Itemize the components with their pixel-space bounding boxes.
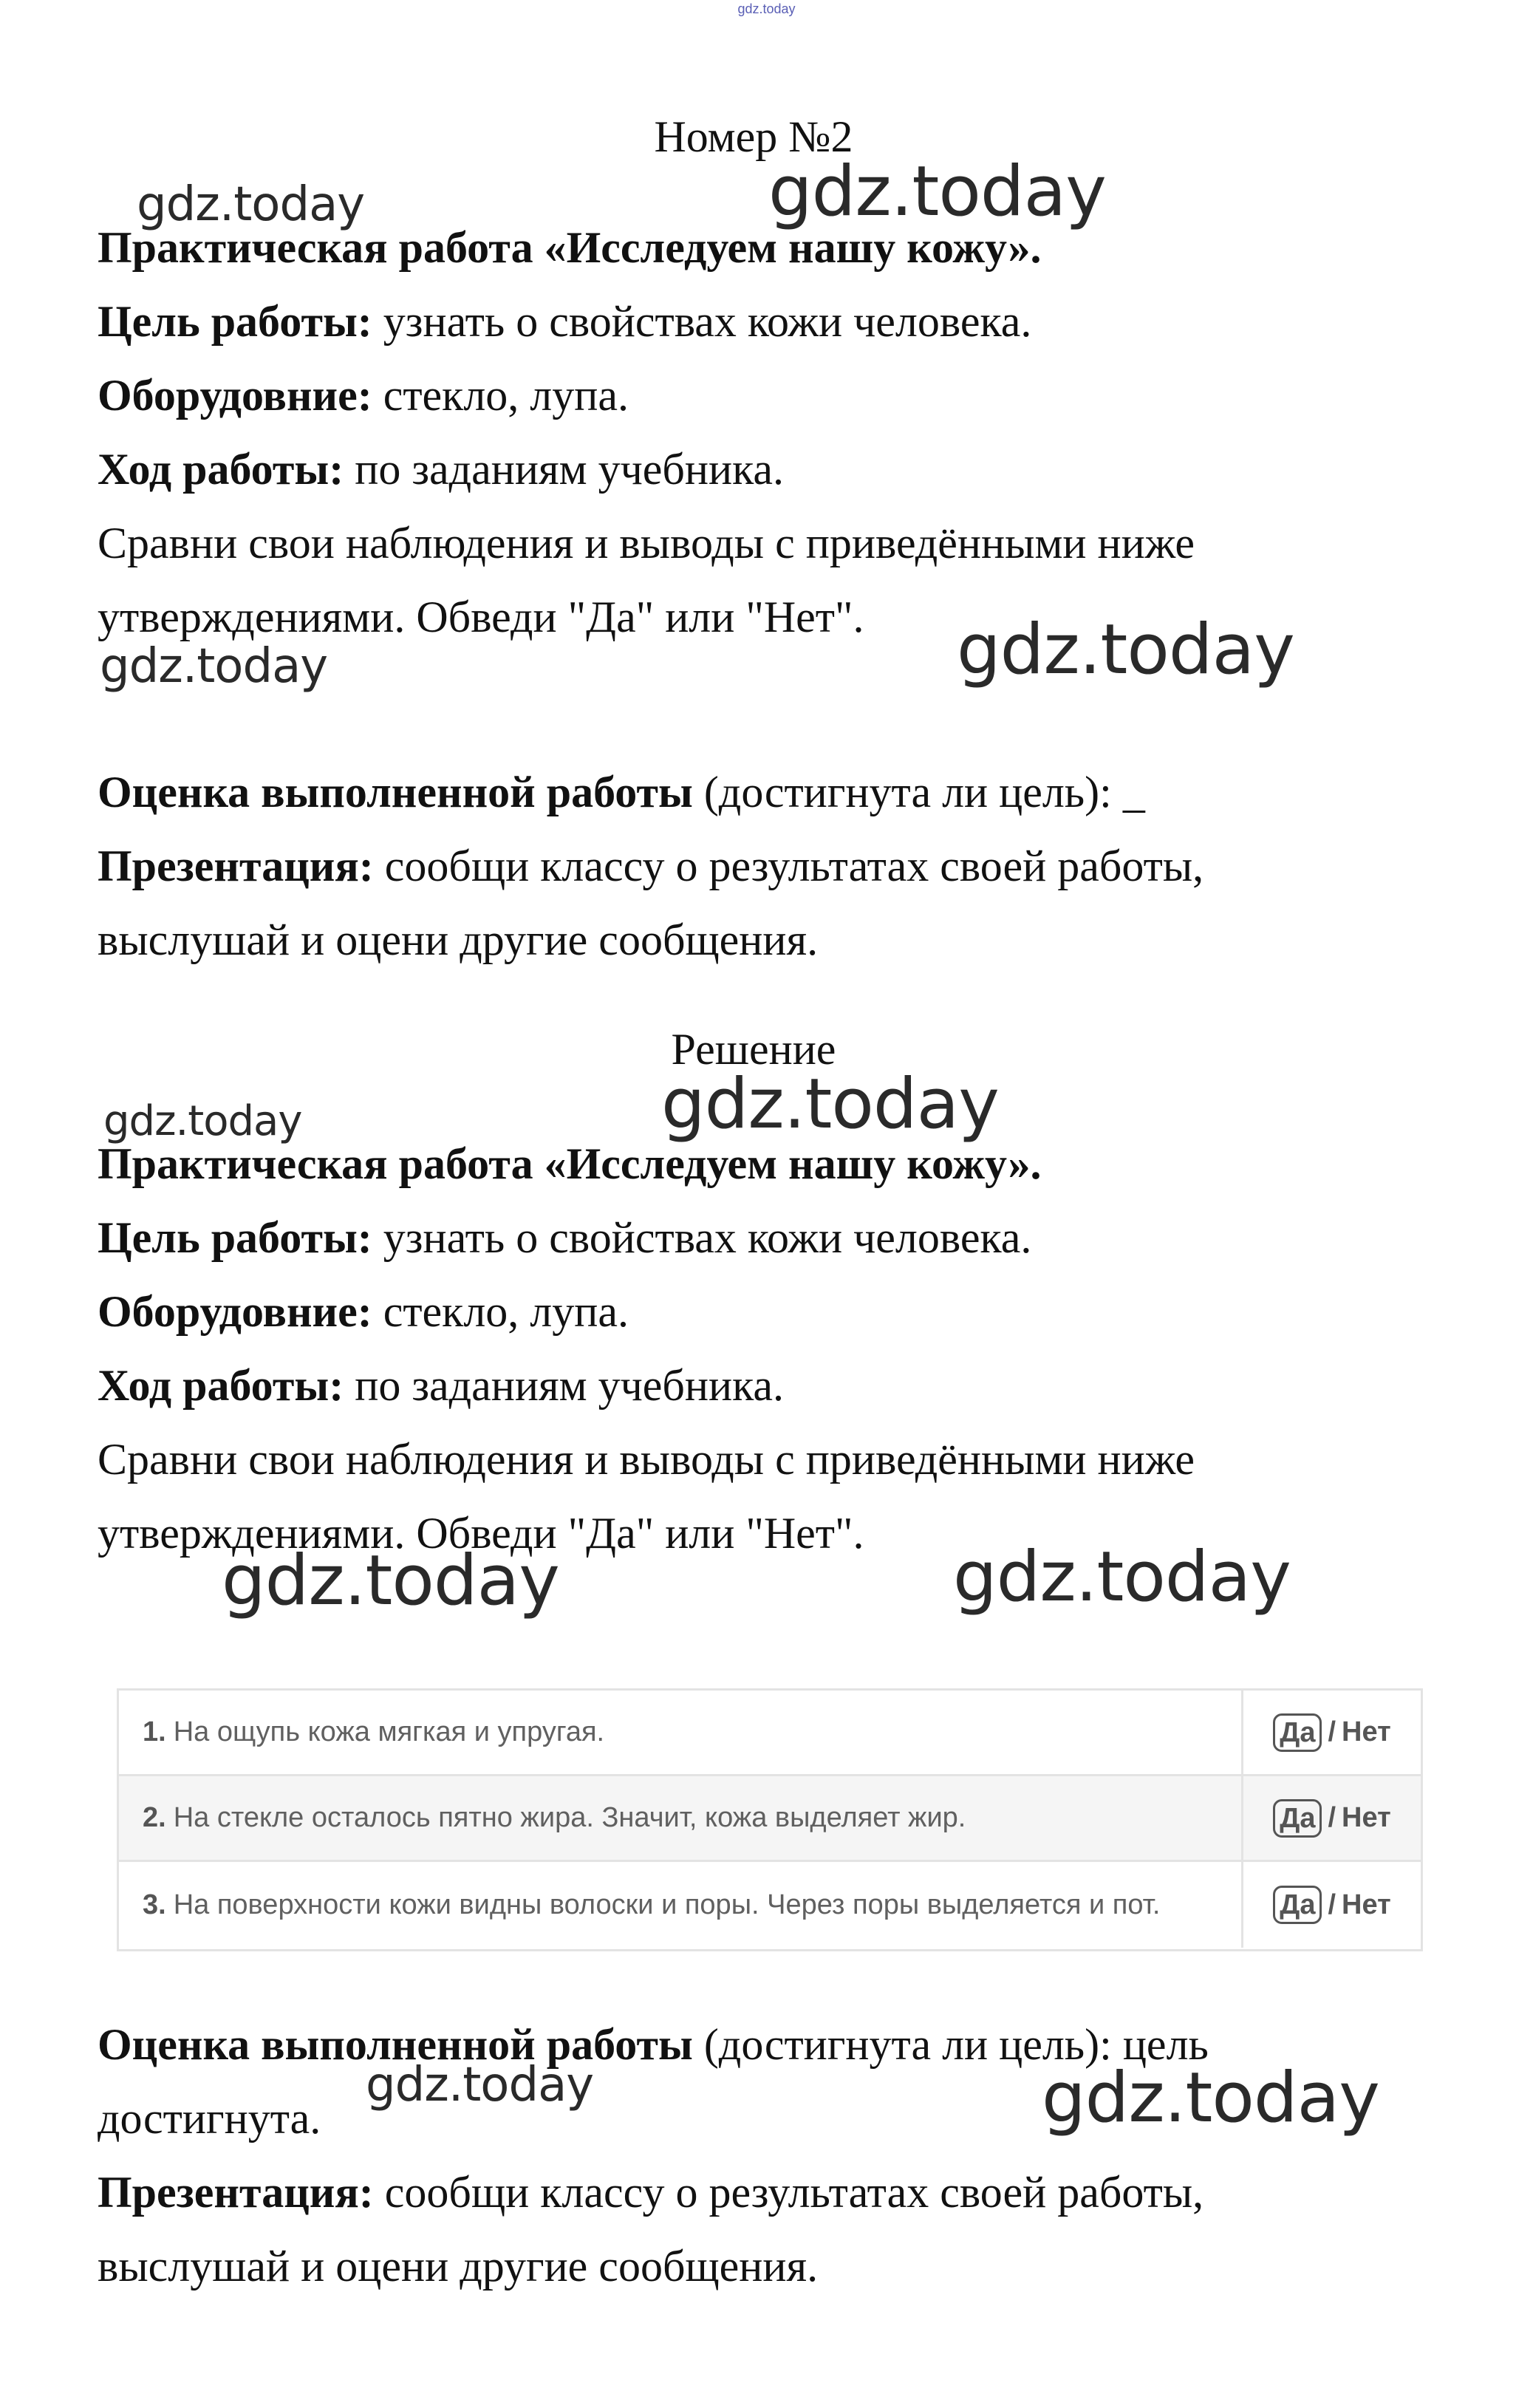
watermark: gdz.today — [1042, 2058, 1379, 2138]
task-heading: Практическая работа «Исследуем нашу кожу». — [98, 223, 1042, 272]
table-row — [119, 1776, 1421, 1862]
solution-presentation-line2: выслушай и оцени другие сообщения. — [98, 2242, 819, 2291]
solution-presentation: Презентация: сообщи классу о результатах своей работы, — [98, 2168, 1204, 2217]
yes-circled: Да — [1273, 1799, 1322, 1838]
answer-separator: / — [1328, 1889, 1336, 1920]
no-option: Нет — [1342, 1889, 1391, 1920]
exercise-title: Номер №2 — [654, 112, 853, 161]
watermark: gdz.today — [222, 1541, 559, 1621]
statement-text: На поверхности кожи видны волоски и поры. Через поры выделяется и пот. — [173, 1889, 1161, 1920]
table-row — [119, 1862, 1421, 1948]
statement-cell — [119, 1862, 1243, 1948]
watermark: gdz.today — [103, 1097, 302, 1145]
task-presentation-line2: выслушай и оцени другие сообщения. — [98, 915, 819, 964]
watermark: gdz.today — [953, 1537, 1291, 1617]
statement-text: На стекле осталось пятно жира. Значит, кожа выделяет жир. — [173, 1802, 966, 1833]
task-presentation: Презентация: сообщи классу о результатах своей работы, — [98, 842, 1204, 890]
statement-cell — [119, 1776, 1243, 1860]
solution-assessment-line2: достигнута. — [98, 2094, 321, 2143]
watermark: gdz.today — [661, 1064, 999, 1145]
no-option: Нет — [1342, 1716, 1391, 1747]
statement-number: 3. — [143, 1889, 166, 1920]
watermark: gdz.today — [366, 2058, 594, 2112]
solution-equipment: Оборудовние: стекло, лупа. — [98, 1287, 629, 1336]
solution-assessment: Оценка выполненной работы (достигнута ли цель): цель — [98, 2020, 1209, 2069]
table-row — [119, 1691, 1421, 1776]
task-goal: Цель работы: узнать о свойствах кожи человека. — [98, 297, 1032, 346]
solution-compare-line2: утверждениями. Обведи "Да" или "Нет". — [98, 1509, 864, 1558]
statement-number: 2. — [143, 1802, 166, 1833]
no-option: Нет — [1342, 1802, 1391, 1833]
solution-goal: Цель работы: узнать о свойствах кожи человека. — [98, 1213, 1032, 1262]
statement-number: 1. — [143, 1716, 166, 1747]
statement-text: На ощупь кожа мягкая и упругая. — [173, 1716, 605, 1747]
watermark: gdz.today — [957, 610, 1294, 690]
task-compare-line1: Сравни свои наблюдения и выводы с приведёнными ниже — [98, 519, 1195, 567]
task-compare-line2: утверждениями. Обведи "Да" или "Нет". — [98, 593, 864, 641]
yes-circled: Да — [1273, 1886, 1322, 1924]
solution-procedure: Ход работы: по заданиям учебника. — [98, 1361, 785, 1410]
answer-separator: / — [1328, 1802, 1336, 1833]
watermark: gdz.today — [100, 639, 328, 694]
solution-title: Решение — [671, 1025, 836, 1074]
answer-cell — [1243, 1799, 1421, 1838]
solution-heading: Практическая работа «Исследуем нашу кожу». — [98, 1139, 1042, 1188]
task-assessment: Оценка выполненной работы (достигнута ли цель): _ — [98, 768, 1145, 816]
statement-cell — [119, 1691, 1243, 1774]
top-watermark: gdz.today — [737, 1, 796, 16]
solution-compare-line1: Сравни свои наблюдения и выводы с приведёнными ниже — [98, 1435, 1195, 1484]
yes-circled: Да — [1273, 1713, 1322, 1752]
answer-cell — [1243, 1713, 1421, 1752]
watermark: gdz.today — [768, 151, 1106, 232]
watermark: gdz.today — [137, 177, 365, 232]
task-procedure: Ход работы: по заданиям учебника. — [98, 445, 785, 494]
answer-separator: / — [1328, 1716, 1336, 1747]
answer-cell — [1243, 1886, 1421, 1924]
answers-table — [117, 1688, 1423, 1951]
task-equipment: Оборудовние: стекло, лупа. — [98, 371, 629, 420]
